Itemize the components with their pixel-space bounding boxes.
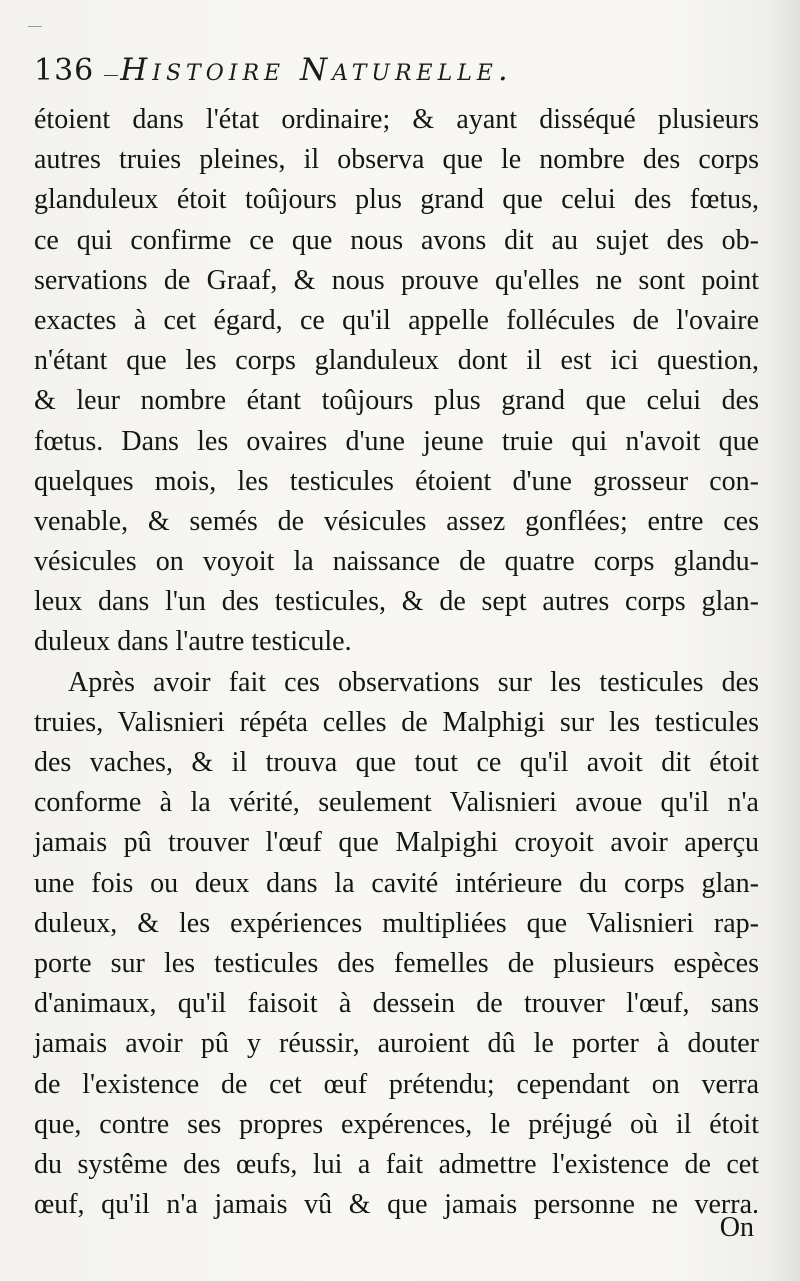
text-line: du systême des œufs, lui a fait admettre l'existence de cet [34,1148,759,1180]
body-text [34,100,759,1225]
page-corner-mark [28,26,42,27]
running-title: Histoire Naturelle. [120,52,513,88]
text-line: étoient dans l'état ordinaire; & ayant disséqué plusieurs [34,104,759,135]
text-line: quelques mois, les testicules étoient d'une grosseur con- [34,465,759,497]
page-number: 136 [34,53,95,88]
text-line: œuf, qu'il n'a jamais vû & que jamais personne ne verra. [34,1189,759,1221]
text-line: duleux, & les expériences multipliées que Valisnieri rap- [34,907,759,939]
text-line: autres truies pleines, il observa que le nombre des corps [34,144,759,176]
running-head [34,52,764,100]
text-line: de l'existence de cet œuf prétendu; cependant on verra [34,1068,759,1100]
text-line: leux dans l'un des testicules, & de sept autres corps glan- [34,586,759,618]
page-edge-shadow [772,0,800,1281]
text-line: glanduleux étoit toûjours plus grand que celui des fœtus, [34,184,759,216]
text-line: fœtus. Dans les ovaires d'une jeune truie qui n'avoit que [34,425,759,457]
text-line: d'animaux, qu'il faisoit à dessein de trouver l'œuf, sans [34,988,759,1020]
text-line: des vaches, & il trouva que tout ce qu'il avoit dit étoit [34,747,759,778]
head-dash [104,75,118,76]
text-line: & leur nombre étant toûjours plus grand que celui des [34,385,759,417]
text-line-paragraph-start: Après avoir fait ces observations sur les testicules des [68,666,759,698]
text-line: une fois ou deux dans la cavité intérieure du corps glan- [34,867,759,899]
text-line: porte sur les testicules des femelles de plusieurs espèces [34,947,759,979]
text-line: servations de Graaf, & nous prouve qu'elles ne sont point [34,264,759,296]
text-line: truies, Valisnieri répéta celles de Malphigi sur les testicules [34,706,759,738]
text-line: conforme à la vérité, seulement Valisnieri avoue qu'il n'a [34,787,759,819]
text-line: vésicules on voyoit la naissance de quatre corps glandu- [34,546,759,578]
text-line: jamais avoir pû y réussir, auroient dû le porter à douter [34,1028,759,1060]
text-line-paragraph-end: duleux dans l'autre testicule. [34,626,352,658]
text-line: exactes à cet égard, ce qu'il appelle follécules de l'ovaire [34,304,759,336]
text-line: jamais pû trouver l'œuf que Malpighi croyoit avoir aperçu [34,827,759,859]
text-line: venable, & semés de vésicules assez gonflées; entre ces [34,505,759,537]
text-line: ce qui confirme ce que nous avons dit au sujet des ob- [34,224,759,256]
catchword: On [719,1212,754,1243]
text-line: que, contre ses propres expérences, le préjugé où il étoit [34,1108,759,1140]
text-line: n'étant que les corps glanduleux dont il est ici question, [34,345,759,377]
